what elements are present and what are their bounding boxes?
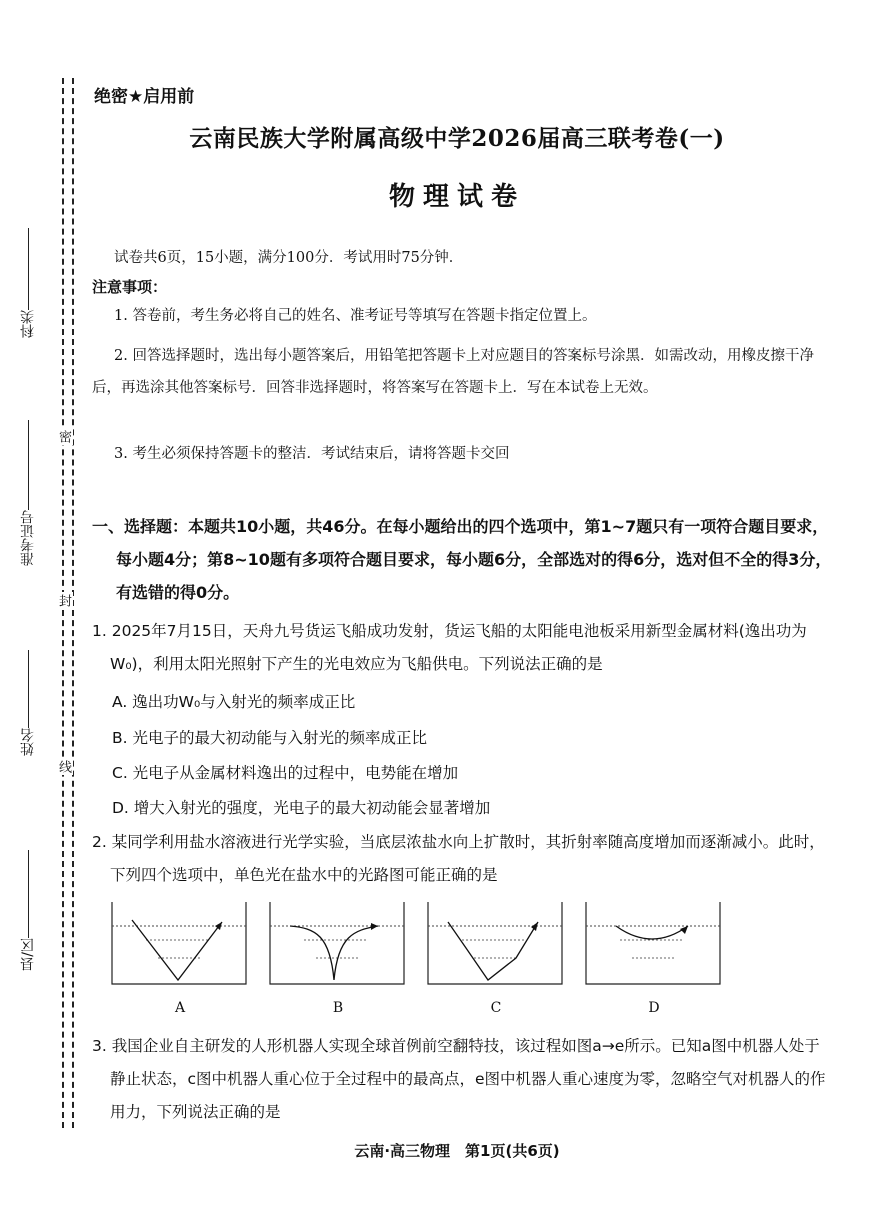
q2-figures [110, 900, 810, 1025]
field-subject [18, 228, 38, 338]
field-label: 准考证号 [20, 510, 36, 566]
q2-figure-c [426, 900, 566, 1025]
q1-option-c: C. 光电子从金属材料逸出的过程中，电势能在增加 [112, 764, 459, 782]
field-label: 姓名 [20, 728, 36, 756]
field-district [18, 850, 38, 971]
page-footer: 云南·高三物理 第1页(共6页) [354, 1142, 560, 1160]
exam-intro: 试卷共6页，15小题，满分100分．考试用时75分钟． [114, 250, 464, 266]
q2-figure-a [110, 900, 250, 1025]
seal-char: 密 [56, 430, 71, 443]
field-label: 县/区 [20, 938, 36, 971]
q1-option-d: D. 增大入射光的强度，光电子的最大初动能会显著增加 [112, 799, 491, 817]
field-underline [28, 228, 29, 310]
field-underline [28, 420, 29, 510]
notice-item: 3. 考生必须保持答题卡的整洁．考试结束后，请将答题卡交回 [114, 446, 510, 462]
question-1-stem: 1. 2025年7月15日，天舟九号货运飞船成功发射，货运飞船的太阳能电池板采用新型金属材料(逸出功为W₀)，利用太阳光照射下产生的光电效应为飞船供电。下列说法正确的是 [92, 622, 807, 673]
figure-label: D [648, 1000, 660, 1016]
field-underline [28, 850, 29, 938]
figure-label: B [332, 1000, 344, 1016]
q1-option-a: A. 逸出功W₀与入射光的频率成正比 [112, 693, 356, 711]
exam-title: 云南民族大学附属高级中学2026届高三联考卷(一) [189, 125, 725, 152]
field-name [18, 650, 38, 756]
q1-option-b: B. 光电子的最大初动能与入射光的频率成正比 [112, 729, 427, 747]
field-label: 科类 [20, 310, 36, 338]
field-exam-number [18, 420, 38, 566]
figure-label: C [490, 1000, 502, 1016]
q2-figure-b [268, 900, 408, 1025]
figure-label: A [174, 1000, 186, 1016]
notice-item: 1. 答卷前，考生务必将自己的姓名、准考证号等填写在答题卡指定位置上。 [114, 308, 597, 324]
question-3-stem: 3. 我国企业自主研发的人形机器人实现全球首例前空翻特技，该过程如图a→e所示。已知a图中机器人处于静止状态，c图中机器人重心位于全过程中的最高点，e图中机器人重心速度为零，忽略空气对机器人的作用力，下列说法正确的是 [92, 1037, 826, 1121]
section-heading: 一、选择题：本题共10小题，共46分。在每小题给出的四个选项中，第1~7题只有一项符合题目要求，每小题4分；第8~10题有多项符合题目要求，每小题6分，全部选对的得6分，选对但不全的得3分，有选错的得0分。 [92, 517, 832, 602]
field-underline [28, 650, 29, 728]
binding-margin [0, 0, 90, 1215]
q2-figure-d [584, 900, 724, 1025]
notice-heading: 注意事项： [92, 278, 168, 296]
notice-item: 2. 回答选择题时，选出每小题答案后，用铅笔把答题卡上对应题目的答案标号涂黑．如需改动，用橡皮擦干净后，再选涂其他答案标号．回答非选择题时，将答案写在答题卡上．写在本试卷上无效。 [92, 348, 814, 396]
secret-label: 绝密★启用前 [94, 87, 195, 107]
seal-char: 线 [56, 760, 71, 773]
subject-title: 物理试卷 [388, 182, 525, 212]
question-2-stem: 2. 某同学利用盐水溶液进行光学实验，当底层浓盐水向上扩散时，其折射率随高度增加而逐渐减小。此时，下列四个选项中，单色光在盐水中的光路图可能正确的是 [92, 833, 825, 884]
seal-char: 封 [56, 594, 71, 607]
